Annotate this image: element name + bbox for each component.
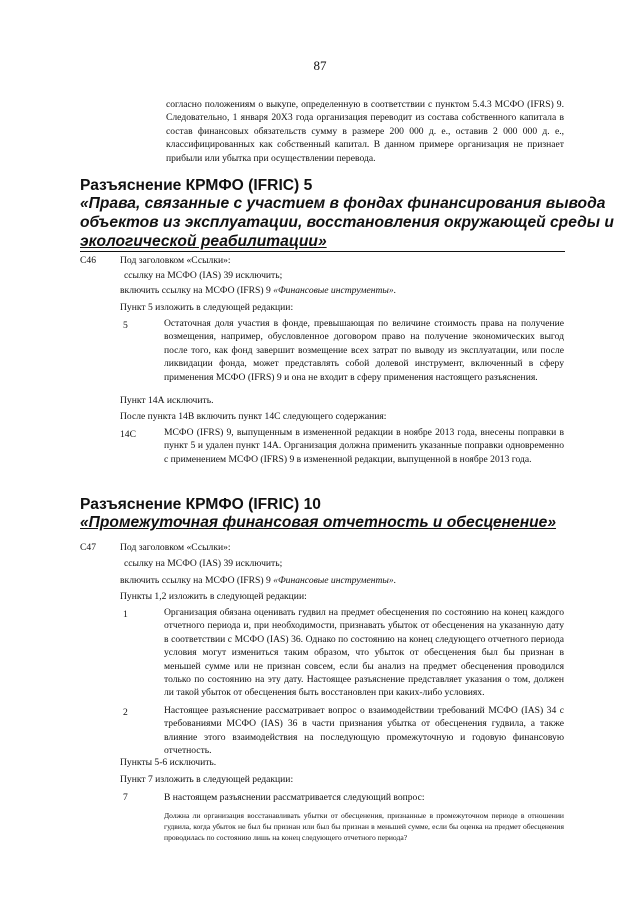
instruction-line: Под заголовком «Ссылки»: — [120, 542, 231, 553]
paragraph-text: Организация обязана оценивать гудвил на предмет обесценения по состоянию на конец каждого отчетного периода и, при необходимости, признавать убыток от обесценения на указанную дату в соответствии с МСФО (IAS) 36. Однако по состоянию на конец следующего отчетного периода условия могут измениться таким образом, что убыток от обесценения был бы признан в меньшей сумме или не признан совсем, если бы анализ на предмет обесценения проводился только по состоянию на эту дату. Настоящее разъяснение представляет указания о том, должен ли такой убыток от обесценения быть восстановлен при каких-либо условиях. — [164, 607, 564, 699]
page-number: 87 — [313, 58, 327, 73]
paragraph-text: Настоящее разъяснение рассматривает вопрос о взаимодействии требований МСФО (IAS) 34 с требованиями МСФО (IAS) 36 в части признания убытка от обесценения гудвила, а также влияние этого взаимодействия на последующую промежуточную и годовую финансовую отчетность. — [164, 705, 564, 757]
section-subtitle-line1: «Права, связанные с участием в фондах финансирования вывода — [80, 195, 606, 212]
instruction-text: включить ссылку на МСФО (IFRS) 9 — [120, 575, 274, 586]
section-subtitle-line2: объектов из эксплуатации, восстановления окружающей среды и — [80, 214, 614, 231]
instruction-line: Пункты 1,2 изложить в следующей редакции: — [120, 591, 307, 602]
instruction-line: Пункт 5 изложить в следующей редакции: — [120, 302, 294, 313]
paragraph-number: 5 — [123, 320, 128, 331]
paragraph-number: 14С — [120, 429, 136, 440]
section-subtitle: «Промежуточная финансовая отчетность и обесценение» — [80, 514, 557, 531]
question-text: Должна ли организация восстанавливать убытки от обесценения, признанные в промежуточном периоде в отношении гудвила, когда убыток не был бы признан или был бы признан в меньшей сумме, если бы оценка на предмет обесценения проводилась по состоянию лишь на конец следующего отчетного периода? — [164, 811, 564, 842]
instruction-line: Пункты 5-6 исключить. — [120, 757, 217, 768]
section-subtitle-line3: экологической реабилитации» — [80, 233, 327, 250]
instruction-line: ссылку на МСФО (IAS) 39 исключить; — [124, 558, 283, 569]
section-heading-ifric10: Разъяснение КРМФО (IFRIC) 10 — [80, 496, 321, 513]
paragraph-text: Остаточная доля участия в фонде, превышающая по величине стоимость права на получение возмещения, например, обусловленное договором право на получение экономических выгод после того, как фонд завершит возмещение всех затрат по выводу из эксплуатации, или после ликвидации фонда, может представлять собой долевой инструмент, включенный в сферу применения МСФО (IFRS) 9 и она не входит в сферу применения настоящего разъяснения. — [164, 318, 564, 383]
instruction-line — [120, 575, 396, 587]
paragraph-text: В настоящем разъяснении рассматривается следующий вопрос: — [164, 792, 425, 803]
amendment-code: С47 — [80, 542, 96, 553]
instruction-line: ссылку на МСФО (IAS) 39 исключить; — [124, 270, 283, 281]
instruction-line: Пункт 14А исключить. — [120, 395, 214, 406]
instruction-line: После пункта 14В включить пункт 14С следующего содержания: — [120, 411, 387, 422]
paragraph-number: 1 — [123, 609, 128, 620]
instruction-line: Пункт 7 изложить в следующей редакции: — [120, 774, 294, 785]
standard-title: «Финансовые инструменты». — [273, 575, 397, 586]
paragraph-number: 2 — [123, 707, 128, 718]
intro-paragraph: согласно положениям о выкупе, определенную в соответствии с пунктом 5.4.3 МСФО (IFRS) 9. Следовательно, 1 января 20X3 года организация переводит из состава собственного капитала в состав финансовых обязательств сумму в размере 200 000 д. е., оставив 2 000 000 д. е., классифицированных как собственный капитал. В данном примере организация не признает прибыли или убытка при осуществлении перевода. — [166, 99, 564, 164]
instruction-text: включить ссылку на МСФО (IFRS) 9 — [120, 285, 274, 296]
instruction-line — [120, 285, 396, 297]
paragraph-text: МСФО (IFRS) 9, выпущенным в измененной редакции в ноябре 2013 года, внесены поправки в пункт 5 и удален пункт 14А. Организация должна применить указанные поправки одновременно с применением МСФО (IFRS) 9 в измененной редакции, выпущенной в ноябре 2013 года. — [164, 427, 564, 465]
standard-title: «Финансовые инструменты». — [273, 285, 397, 296]
section-divider — [80, 251, 565, 252]
paragraph-number: 7 — [123, 792, 128, 803]
instruction-line: Под заголовком «Ссылки»: — [120, 255, 231, 266]
section-heading-ifric5: Разъяснение КРМФО (IFRIC) 5 — [80, 177, 313, 194]
amendment-code: С46 — [80, 255, 96, 266]
